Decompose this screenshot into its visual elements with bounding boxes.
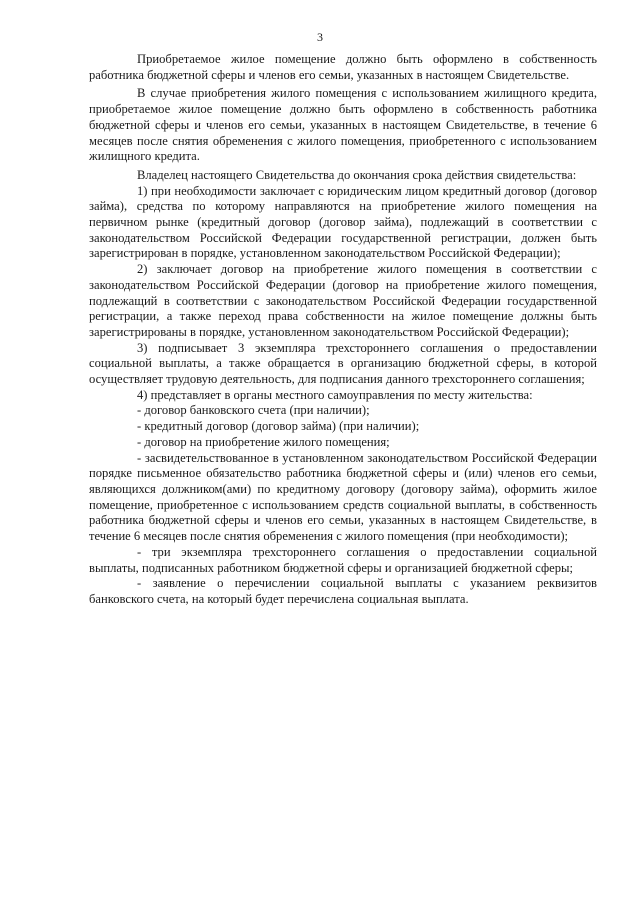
list-item: - заявление о перечислении социальной выплаты с указанием реквизитов банковского счета, на который будет перечислена социальная выплата. — [89, 576, 597, 606]
list-item: - договор на приобретение жилого помещения; — [137, 434, 390, 449]
list-item: - засвидетельствованное в установленном законодательством Российской Федерации порядке письменное обязательство работника бюджетной сферы и (или) членов его семьи, являющихся должником(ами) по кредитному договору (договору займа), оформить жилое помещение, приобретенное с использованием средств социальной выплаты, в собственность работника бюджетной сферы и членов его семьи, указанных в настоящем Свидетельстве, в течение 6 месяцев после снятия обременения с жилого помещения (при необходимости); — [89, 450, 597, 544]
document-body — [89, 52, 597, 608]
paragraph: Владелец настоящего Свидетельства до окончания срока действия свидетельства: — [137, 167, 577, 182]
page-number: 3 — [317, 30, 323, 44]
list-item: 1) при необходимости заключает с юридическим лицом кредитный договор (договор займа), средства по которому направляются на приобретение жилого помещения на первичном рынке (кредитный договор (договор займа), подлежащий в соответствии с законодательством Российской Федерации государственной регистрации, должен быть зарегистрирован в порядке, установленном законодательством Российской Федерации); — [89, 183, 597, 261]
list-item: - три экземпляра трехстороннего соглашения о предоставлении социальной выплаты, подписанных работником бюджетной сферы и организацией бюджетной сферы; — [89, 544, 597, 575]
list-item: 4) представляет в органы местного самоуправления по месту жительства: — [137, 387, 533, 402]
list-item: - договор банковского счета (при наличии); — [137, 403, 370, 418]
paragraph: В случае приобретения жилого помещения с использованием жилищного кредита, приобретаемое жилое помещение должно быть оформлено в собственность работника бюджетной сферы и членов его семьи, указанных в настоящем Свидетельстве, в течение 6 месяцев после снятия обременения с жилого помещения, приобретенного с использованием жилищного кредита. — [89, 86, 597, 164]
paragraph: Приобретаемое жилое помещение должно быть оформлено в собственность работника бюджетной сферы и членов его семьи, указанных в настоящем Свидетельстве. — [89, 52, 597, 82]
list-item: - кредитный договор (договор займа) (при наличии); — [137, 419, 420, 434]
list-item: 3) подписывает 3 экземпляра трехстороннего соглашения о предоставлении социальной выплаты, а также обращается в организацию бюджетной сферы, в которой осуществляет трудовую деятельность, для подписания данного трехстороннего соглашения; — [89, 340, 597, 387]
list-item: 2) заключает договор на приобретение жилого помещения в соответствии с законодательством Российской Федерации (договор на приобретение жилого помещения, подлежащий в соответствии с законодательством Российской Федерации государственной регистрации, а также переход права собственности на жилое помещение должны быть зарегистрированы в порядке, установленном законодательством Российской Федерации); — [89, 262, 597, 339]
